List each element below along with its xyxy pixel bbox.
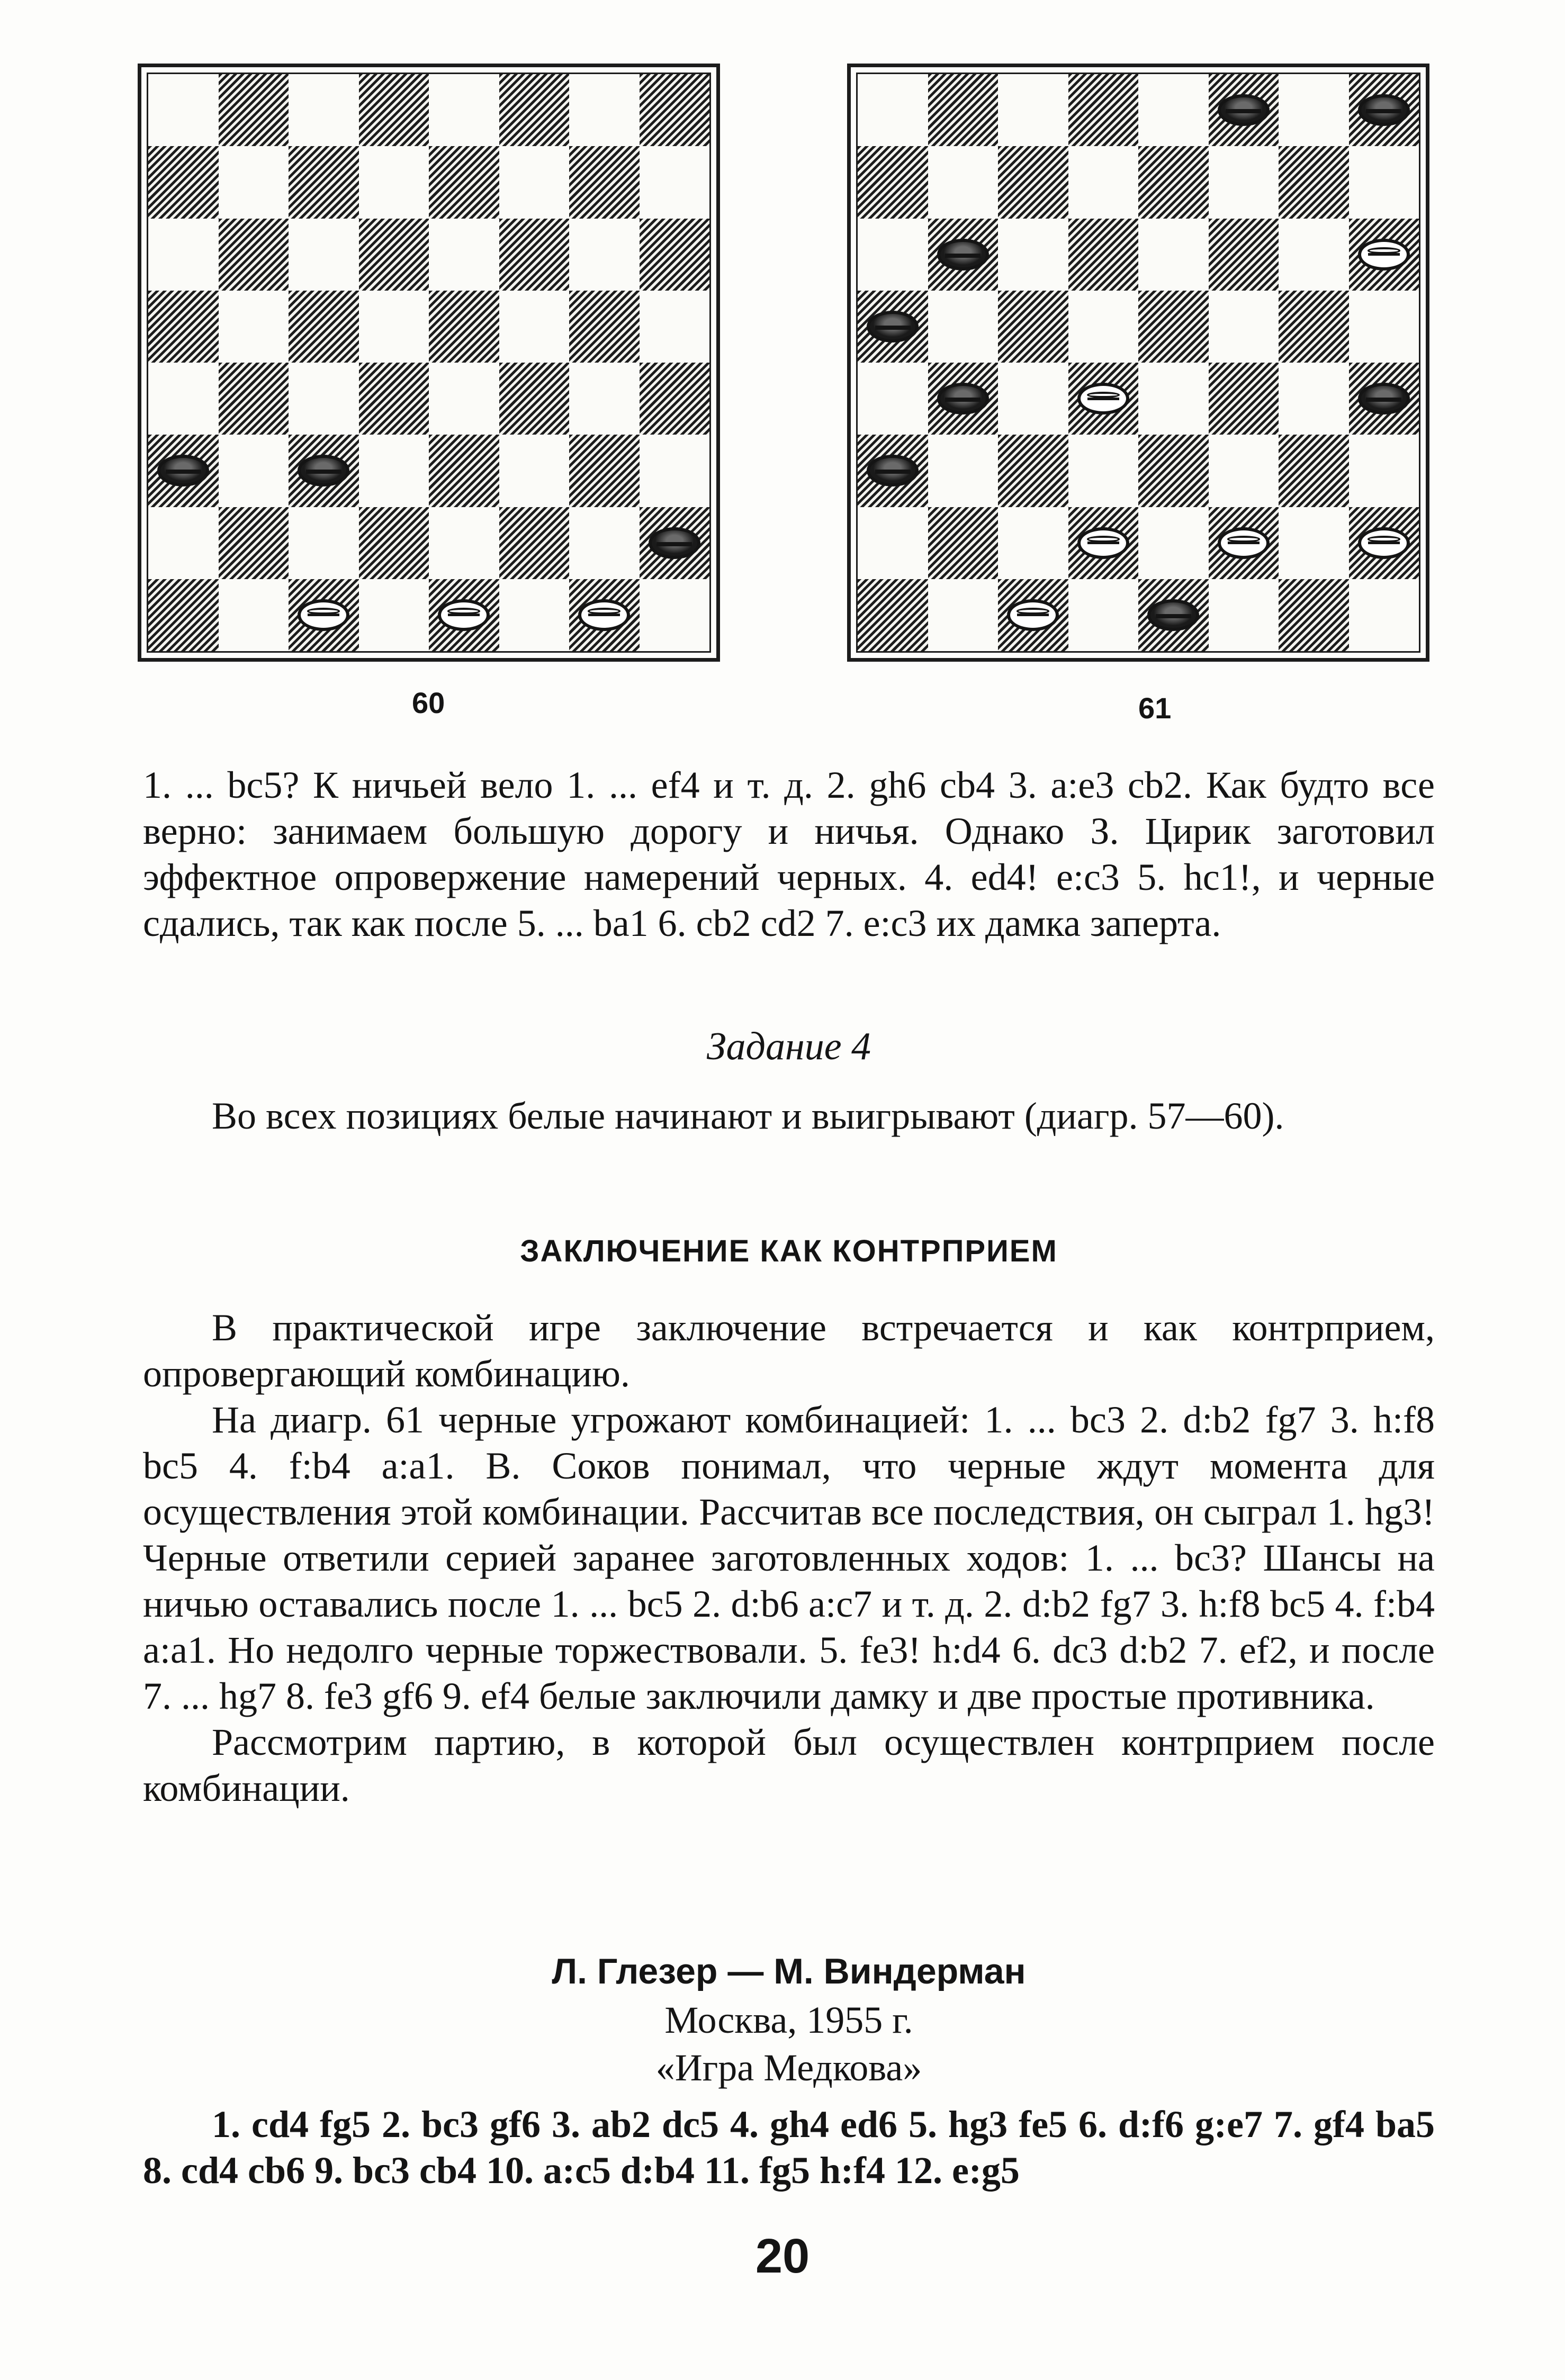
square-h4 (1349, 363, 1419, 435)
square-d7 (359, 146, 429, 218)
square-c3 (998, 435, 1068, 507)
square-f8 (1209, 74, 1279, 146)
square-f8 (499, 74, 570, 146)
square-f4 (1209, 363, 1279, 435)
square-e8 (1138, 74, 1209, 146)
square-g5 (569, 291, 640, 363)
black-checker-e1 (1147, 599, 1199, 631)
square-e2 (429, 507, 499, 579)
task-body: Во всех позициях белые начинают и выигрывают (диагр. 57—60). (212, 1095, 1284, 1137)
square-h3 (1349, 435, 1419, 507)
square-b4 (928, 363, 999, 435)
game-opening: «Игра Медкова» (655, 2047, 922, 2089)
square-a5 (148, 291, 219, 363)
square-f2 (1209, 507, 1279, 579)
square-e8 (429, 74, 499, 146)
game-moves-block (143, 2102, 1435, 2194)
square-c4 (998, 363, 1068, 435)
square-c2 (998, 507, 1068, 579)
square-b1 (928, 579, 999, 651)
square-e7 (429, 146, 499, 218)
white-checker-c1 (1007, 599, 1059, 631)
square-c3 (289, 435, 359, 507)
game-place: Москва, 1955 г. (664, 1999, 913, 2041)
square-d3 (1068, 435, 1139, 507)
square-b2 (219, 507, 289, 579)
square-h8 (1349, 74, 1419, 146)
square-e3 (1138, 435, 1209, 507)
square-f6 (499, 219, 570, 291)
square-d3 (359, 435, 429, 507)
square-b2 (928, 507, 999, 579)
square-a2 (858, 507, 928, 579)
square-c4 (289, 363, 359, 435)
game-moves: 1. cd4 fg5 2. bc3 gf6 3. ab2 dc5 4. gh4 ed6 5. hg3 fe5 6. d:f6 g:e7 7. gf4 ba5 8. cd4 cb6 9. bc3 cb4 10. a:c5 d:b4 11. fg5 h:f4 12. e:g5 (143, 2103, 1435, 2192)
square-c6 (289, 219, 359, 291)
square-g8 (569, 74, 640, 146)
square-b4 (219, 363, 289, 435)
square-a6 (148, 219, 219, 291)
square-f6 (1209, 219, 1279, 291)
board-grid (147, 73, 711, 653)
square-b6 (928, 219, 999, 291)
square-c7 (289, 146, 359, 218)
black-checker-h8 (1358, 94, 1410, 126)
square-f7 (499, 146, 570, 218)
square-d2 (359, 507, 429, 579)
square-d5 (359, 291, 429, 363)
diagram-60-board (138, 64, 720, 662)
square-f7 (1209, 146, 1279, 218)
square-a7 (858, 146, 928, 218)
square-g2 (569, 507, 640, 579)
black-checker-c3 (298, 455, 349, 486)
square-a8 (858, 74, 928, 146)
square-e1 (429, 579, 499, 651)
square-b3 (219, 435, 289, 507)
square-d1 (1068, 579, 1139, 651)
square-g4 (1279, 363, 1349, 435)
square-g7 (569, 146, 640, 218)
square-g5 (1279, 291, 1349, 363)
diagram-61-label: 61 (1138, 691, 1172, 725)
square-h8 (640, 74, 710, 146)
square-d5 (1068, 291, 1139, 363)
square-a5 (858, 291, 928, 363)
page-number: 20 (755, 2229, 810, 2283)
square-c1 (289, 579, 359, 651)
black-checker-h4 (1358, 383, 1410, 414)
square-f5 (1209, 291, 1279, 363)
square-b7 (219, 146, 289, 218)
square-f4 (499, 363, 570, 435)
square-g3 (1279, 435, 1349, 507)
square-f3 (1209, 435, 1279, 507)
text-block-top (143, 762, 1435, 946)
white-checker-g1 (578, 599, 630, 631)
white-checker-d4 (1077, 383, 1129, 414)
text-block-main (143, 1305, 1435, 1811)
square-h2 (640, 507, 710, 579)
square-d1 (359, 579, 429, 651)
square-d7 (1068, 146, 1139, 218)
square-g1 (569, 579, 640, 651)
square-c2 (289, 507, 359, 579)
square-c5 (998, 291, 1068, 363)
square-b5 (219, 291, 289, 363)
square-f1 (1209, 579, 1279, 651)
square-g6 (1279, 219, 1349, 291)
square-d2 (1068, 507, 1139, 579)
diagram-61-board (847, 64, 1429, 662)
square-h7 (640, 146, 710, 218)
white-checker-d2 (1077, 527, 1129, 559)
section-title: ЗАКЛЮЧЕНИЕ КАК КОНТРПРИЕМ (520, 1234, 1058, 1268)
diagram-60-label: 60 (412, 686, 445, 719)
game-players: Л. Глезер — М. Виндерман (552, 1951, 1026, 1991)
square-c7 (998, 146, 1068, 218)
square-a1 (858, 579, 928, 651)
square-a3 (858, 435, 928, 507)
white-checker-c1 (298, 599, 349, 631)
paragraph-transition: Рассмотрим партию, в которой был осуществлен контрприем после комбинации. (143, 1721, 1435, 1809)
square-h1 (1349, 579, 1419, 651)
square-e5 (429, 291, 499, 363)
square-h6 (1349, 219, 1419, 291)
square-b8 (928, 74, 999, 146)
black-checker-a3 (157, 455, 209, 486)
square-d4 (1068, 363, 1139, 435)
square-e7 (1138, 146, 1209, 218)
white-checker-h2 (1358, 527, 1410, 559)
square-h4 (640, 363, 710, 435)
task-title: Задание 4 (706, 1025, 871, 1068)
paragraph-analysis: 1. ... bc5? К ничьей вело 1. ... ef4 и т. д. 2. gh6 cb4 3. a:e3 cb2. Как будто все верно: занимаем большую дорогу и ничья. Однако З. Цирик заготовил эффектное опровержение намерений черных. 4. ed4! e:c3 5. hc1!, и черные сдались, так как после 5. ... ba1 6. cb2 cd2 7. e:c3 их дамка заперта. (143, 764, 1435, 944)
square-b3 (928, 435, 999, 507)
square-g3 (569, 435, 640, 507)
square-a4 (858, 363, 928, 435)
square-e2 (1138, 507, 1209, 579)
square-a2 (148, 507, 219, 579)
square-e1 (1138, 579, 1209, 651)
square-e3 (429, 435, 499, 507)
black-checker-b6 (937, 239, 989, 271)
square-e5 (1138, 291, 1209, 363)
square-g8 (1279, 74, 1349, 146)
square-g7 (1279, 146, 1349, 218)
board-grid (856, 73, 1420, 653)
square-d6 (1068, 219, 1139, 291)
square-f3 (499, 435, 570, 507)
square-g1 (1279, 579, 1349, 651)
white-checker-f2 (1218, 527, 1270, 559)
square-h2 (1349, 507, 1419, 579)
paragraph-intro: В практической игре заключение встречается и как контрприем, опровергающий комбинацию. (143, 1306, 1435, 1395)
square-d6 (359, 219, 429, 291)
square-h5 (640, 291, 710, 363)
square-f2 (499, 507, 570, 579)
square-d8 (1068, 74, 1139, 146)
square-f5 (499, 291, 570, 363)
white-checker-e1 (438, 599, 490, 631)
square-d8 (359, 74, 429, 146)
square-g2 (1279, 507, 1349, 579)
black-checker-b4 (937, 383, 989, 414)
square-a7 (148, 146, 219, 218)
black-checker-f8 (1218, 94, 1270, 126)
square-e6 (429, 219, 499, 291)
square-a4 (148, 363, 219, 435)
square-b6 (219, 219, 289, 291)
square-c6 (998, 219, 1068, 291)
paragraph-diagram-61: На диагр. 61 черные угрожают комбинацией: 1. ... bc3 2. d:b2 fg7 3. h:f8 bc5 4. f:b4 a:a1. В. Соков понимал, что черные ждут момента для осуществления этой комбинации. Рассчитав все последствия, он сыграл 1. hg3! Черные ответили серией заранее заготовленных ходов: 1. ... bc3? Шансы на ничью оставались после 1. ... bc5 2. d:b6 a:c7 и т. д. 2. d:b2 fg7 3. h:f8 bc5 4. f:b4 a:a1. Но недолго черные торжествовали. 5. fe3! h:d4 6. dc3 d:b2 7. ef2, и после 7. ... hg7 8. fe3 gf6 9. ef4 белые заключили дамку и две простые противника. (143, 1399, 1435, 1717)
square-b1 (219, 579, 289, 651)
square-h5 (1349, 291, 1419, 363)
square-d4 (359, 363, 429, 435)
white-checker-h6 (1358, 239, 1410, 271)
square-h7 (1349, 146, 1419, 218)
black-checker-a5 (867, 311, 919, 342)
square-a6 (858, 219, 928, 291)
square-a1 (148, 579, 219, 651)
square-h6 (640, 219, 710, 291)
square-c1 (998, 579, 1068, 651)
square-c5 (289, 291, 359, 363)
square-c8 (289, 74, 359, 146)
square-f1 (499, 579, 570, 651)
square-b8 (219, 74, 289, 146)
square-g4 (569, 363, 640, 435)
square-a8 (148, 74, 219, 146)
black-checker-a3 (867, 455, 919, 486)
square-e6 (1138, 219, 1209, 291)
square-g6 (569, 219, 640, 291)
square-h3 (640, 435, 710, 507)
square-h1 (640, 579, 710, 651)
square-a3 (148, 435, 219, 507)
square-c8 (998, 74, 1068, 146)
square-b7 (928, 146, 999, 218)
square-e4 (429, 363, 499, 435)
square-b5 (928, 291, 999, 363)
black-checker-h2 (649, 527, 700, 559)
task-body-block (143, 1093, 1435, 1139)
square-e4 (1138, 363, 1209, 435)
